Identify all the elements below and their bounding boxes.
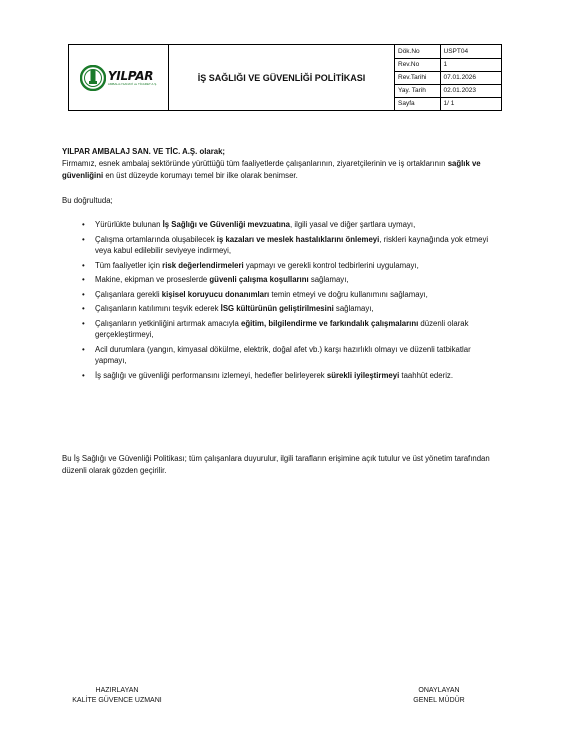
emphasis-text: sağlık ve güvenliğini	[62, 159, 481, 180]
bullet-icon: •	[82, 275, 85, 284]
yilpar-logo-icon	[80, 65, 106, 91]
emphasis-text: İSG kültürünün geliştirilmesini	[220, 304, 334, 313]
text-run: Çalışma ortamlarında oluşabilecek	[95, 234, 217, 244]
text-run: taahhüt ederiz.	[399, 370, 453, 380]
meta-label: Yay. Tarih	[395, 84, 440, 97]
approved-by-block	[398, 686, 480, 706]
bullet-icon: •	[82, 260, 85, 270]
policy-item	[62, 318, 502, 341]
policy-item	[62, 344, 502, 367]
meta-row	[395, 58, 501, 71]
emphasis-text: kişisel koruyucu donanımları	[161, 289, 270, 299]
text-run: Çalışanlara gerekli	[95, 289, 162, 299]
text-run: Firmamız, esnek ambalaj sektöründe yürüttüğü tüm faaliyetlerde çalışanlarının, ziyaretçilerinin ve iş ortaklarının	[62, 159, 448, 168]
policy-item	[62, 274, 502, 286]
meta-row	[395, 84, 501, 97]
prepared-by-label: HAZIRLAYAN	[95, 687, 139, 694]
text-run: Tüm faaliyetler için	[95, 260, 163, 270]
text-run: Acil durumlara (yangın, kimyasal dökülme, elektrik, doğal afet vb.) karşı hazırlıklı olmayı ve düzenli tatbikatlar yapmayı,	[95, 344, 471, 365]
closing-paragraph: Bu İş Sağlığı ve Güvenliği Politikası; tüm çalışanlara duyurulur, ilgili tarafların erişimine açık tutulur ve üst yönetim tarafından düzenli olarak gözden geçirilir.	[62, 454, 490, 475]
document-header	[68, 44, 502, 111]
logo-text: YILPAR	[107, 68, 154, 83]
meta-value: 1	[440, 58, 501, 71]
policy-item	[62, 303, 502, 315]
text-run: yapmayı ve gerekli kontrol tedbirlerini uygulamayı,	[243, 260, 419, 270]
logo-subtext: AMBALAJ SANAYİ ve TİCARET A.Ş.	[107, 81, 158, 86]
emphasis-text: iş kazaları ve meslek hastalıklarını önlemeyi	[216, 234, 380, 244]
text-run: Çalışanların yetkinliğini artırmak amacıyla	[95, 318, 242, 328]
company-statement: YILPAR AMBALAJ SAN. VE TİC. A.Ş. olarak;	[62, 147, 226, 156]
meta-row	[395, 71, 501, 84]
meta-row	[395, 45, 501, 58]
bullet-icon: •	[82, 370, 85, 380]
intro-paragraph	[62, 158, 502, 181]
text-run: en üst düzeyde korumayı temel bir ilke olarak benimser.	[103, 170, 298, 180]
approved-by-label: ONAYLAYAN	[418, 687, 460, 694]
emphasis-text: güvenli çalışma koşullarını	[209, 275, 309, 284]
prepared-by-block	[62, 686, 172, 706]
policy-item	[62, 260, 502, 272]
bullet-icon: •	[82, 344, 85, 354]
policy-item	[62, 370, 502, 382]
meta-value: USPT04	[440, 45, 501, 58]
text-run: , ilgili yasal ve diğer şartlara uymayı,	[290, 220, 416, 229]
document-title: İŞ SAĞLIĞI VE GÜVENLİĞİ POLİTİKASI	[169, 45, 395, 110]
text-run: Makine, ekipman ve proseslerde	[95, 275, 210, 284]
meta-value: 02.01.2023	[440, 84, 501, 97]
meta-label: Sayfa	[395, 97, 440, 110]
policy-item	[62, 289, 502, 301]
policy-item	[62, 234, 502, 257]
text-run: İş sağlığı ve güvenliği performansını izlemeyi, hedefler belirleyerek	[95, 370, 327, 380]
bullet-icon: •	[82, 318, 85, 328]
text-run: , riskleri kaynağında yok etmeyi veya kabul edilebilir seviyeye indirmeyi,	[95, 234, 489, 255]
policy-list	[62, 219, 502, 384]
text-run: sağlamayı,	[308, 275, 349, 284]
meta-value: 07.01.2026	[440, 71, 501, 84]
bullet-icon: •	[82, 234, 85, 244]
emphasis-text: sürekli iyileştirmeyi	[326, 370, 400, 380]
meta-label: Rev.No	[395, 58, 440, 71]
meta-label: Dök.No	[395, 45, 440, 58]
text-run: düzenli olarak gerçekleştirmeyi,	[95, 318, 469, 339]
meta-row	[395, 97, 501, 110]
emphasis-text: İş Sağlığı ve Güvenliği mevzuatına	[162, 220, 291, 229]
meta-value: 1/ 1	[443, 100, 455, 108]
text-run: Yürürlükte bulunan	[95, 220, 163, 229]
text-run: sağlamayı,	[333, 304, 374, 313]
bullet-icon: •	[82, 220, 85, 229]
approved-by-role: GENEL MÜDÜR	[413, 697, 465, 704]
bullet-icon: •	[82, 289, 85, 299]
meta-label: Rev.Tarihi	[395, 71, 440, 84]
prepared-by-role: KALİTE GÜVENCE UZMANI	[72, 697, 162, 704]
company-logo	[69, 45, 169, 110]
text-run: Çalışanların katılımını teşvik ederek	[95, 304, 221, 313]
bullet-icon: •	[82, 304, 85, 313]
emphasis-text: eğitim, bilgilendirme ve farkındalık çalışmalarını	[241, 318, 419, 328]
document-meta-table	[395, 45, 501, 110]
emphasis-text: risk değerlendirmeleri	[162, 260, 244, 270]
policy-item	[62, 219, 502, 231]
lead-text: Bu doğrultuda;	[62, 196, 113, 205]
text-run: temin etmeyi ve doğru kullanımını sağlamayı,	[269, 289, 428, 299]
